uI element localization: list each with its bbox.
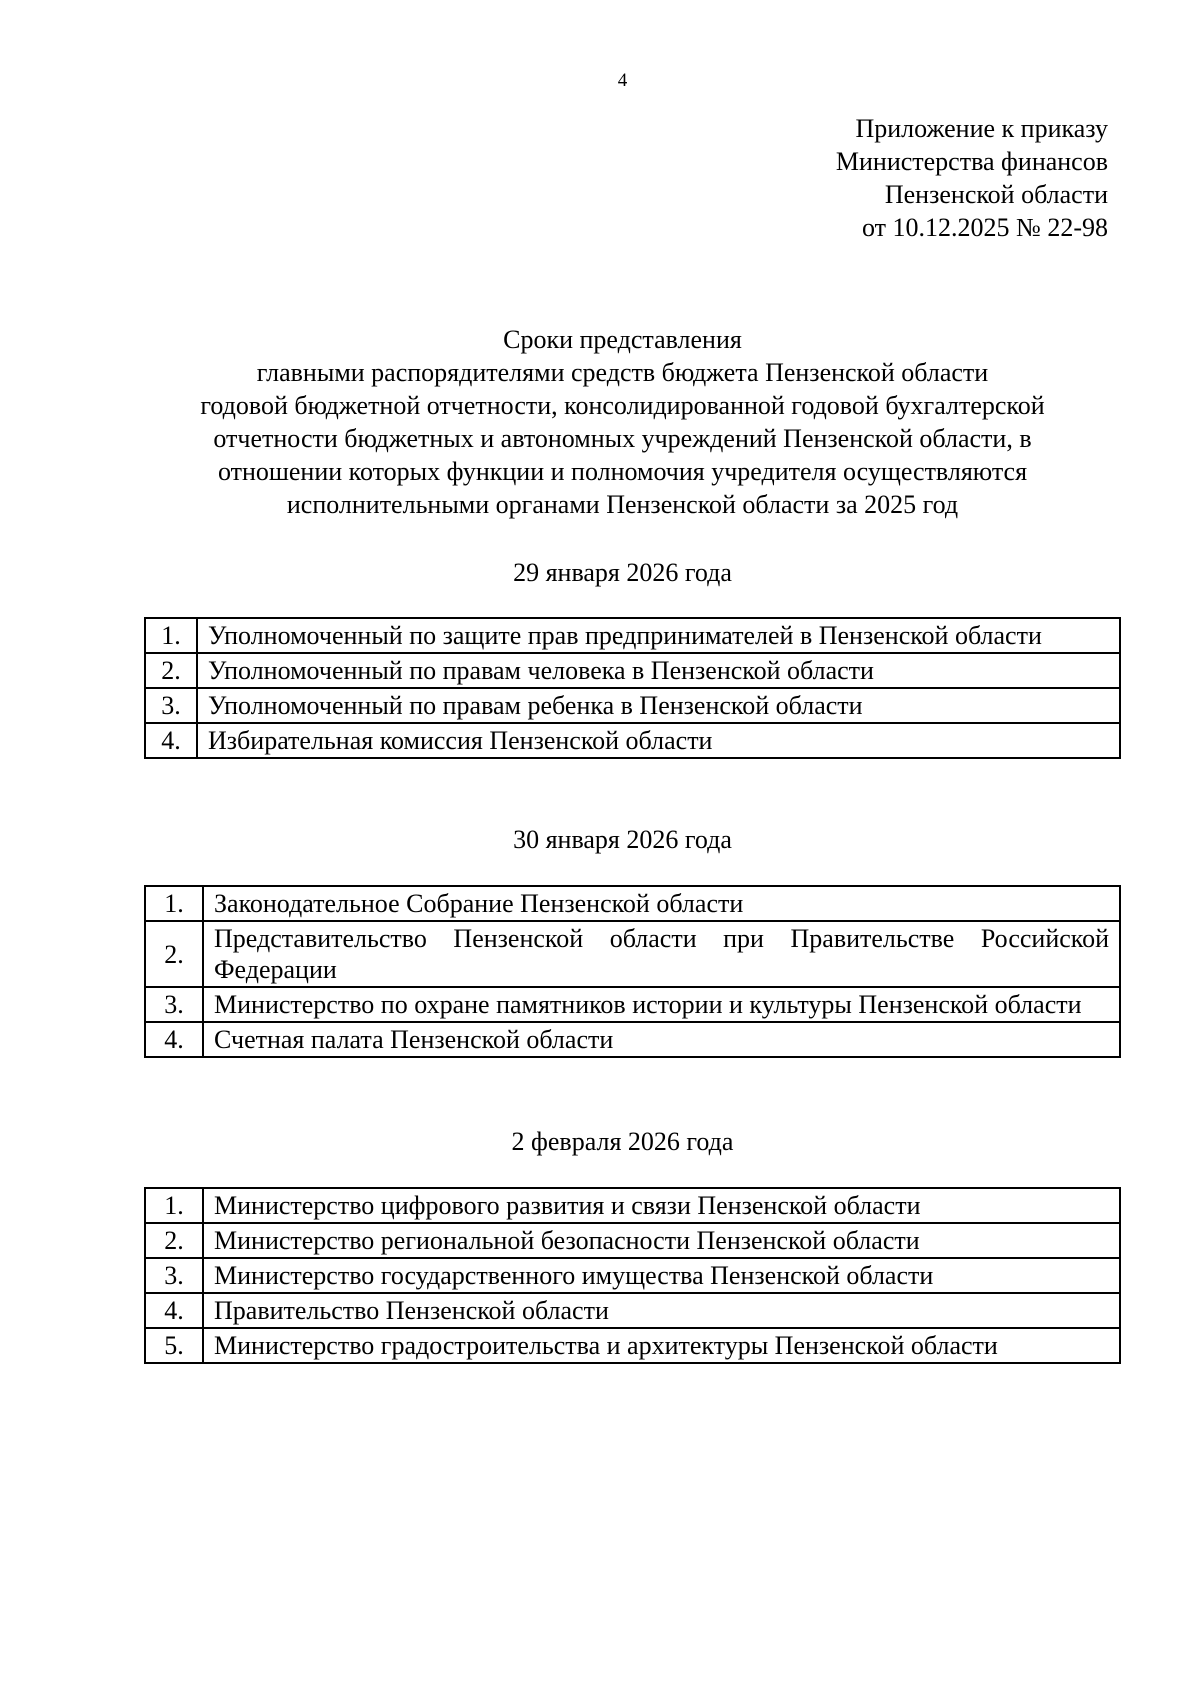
organization-name: Уполномоченный по правам человека в Пензенской области	[197, 653, 1120, 688]
organization-name: Министерство государственного имущества Пензенской области	[203, 1258, 1120, 1293]
appendix-date-number: от 10.12.2025 № 22-98	[862, 213, 1108, 242]
row-number: 1.	[145, 618, 197, 653]
table-row	[145, 921, 1120, 987]
organization-name: Министерство градостроительства и архитектуры Пензенской области	[203, 1328, 1120, 1363]
table-row	[145, 1022, 1120, 1057]
organization-name: Уполномоченный по защите прав предпринимателей в Пензенской области	[197, 618, 1120, 653]
row-number: 5.	[145, 1328, 203, 1363]
organization-name: Министерство цифрового развития и связи Пензенской области	[203, 1188, 1120, 1223]
table-row	[145, 653, 1120, 688]
organization-name: Уполномоченный по правам ребенка в Пензенской области	[197, 688, 1120, 723]
row-number: 3.	[145, 987, 203, 1022]
table-row	[145, 723, 1120, 758]
table-row	[145, 1188, 1120, 1223]
appendix-header	[548, 112, 1108, 244]
table-row	[145, 987, 1120, 1022]
deadline-date-heading: 2 февраля 2026 года	[511, 1127, 734, 1156]
organization-name: Министерство по охране памятников истории и культуры Пензенской области	[203, 987, 1120, 1022]
appendix-line: Министерства финансов	[835, 147, 1108, 176]
organization-name: Законодательное Собрание Пензенской области	[203, 886, 1120, 921]
table-row	[145, 886, 1120, 921]
title-line: главными распорядителями средств бюджета Пензенской области	[256, 358, 989, 387]
appendix-line: Пензенской области	[884, 180, 1108, 209]
title-line: Сроки представления	[503, 325, 742, 354]
table-row	[145, 1258, 1120, 1293]
table-row	[145, 618, 1120, 653]
row-number: 2.	[145, 921, 203, 987]
row-number: 2.	[145, 1223, 203, 1258]
deadline-table	[144, 885, 1121, 1058]
organization-name: Избирательная комиссия Пензенской области	[197, 723, 1120, 758]
deadline-date-heading: 29 января 2026 года	[513, 558, 732, 587]
organization-name: Счетная палата Пензенской области	[203, 1022, 1120, 1057]
table-row	[145, 1293, 1120, 1328]
table-row	[145, 688, 1120, 723]
deadline-table	[144, 1187, 1121, 1364]
title-line: исполнительными органами Пензенской области за 2025 год	[286, 490, 959, 519]
organization-name: Министерство региональной безопасности Пензенской области	[203, 1223, 1120, 1258]
page-number: 4	[617, 70, 628, 91]
row-number: 4.	[145, 1293, 203, 1328]
appendix-line: Приложение к приказу	[855, 114, 1108, 143]
title-line: отчетности бюджетных и автономных учреждений Пензенской области, в	[213, 424, 1032, 453]
table-row	[145, 1223, 1120, 1258]
document-title	[100, 323, 1145, 521]
table-row	[145, 1328, 1120, 1363]
row-number: 4.	[145, 723, 197, 758]
deadline-table	[144, 617, 1121, 759]
row-number: 3.	[145, 688, 197, 723]
organization-name: Представительство Пензенской области при Правительстве Российской Федерации	[203, 921, 1120, 987]
title-line: годовой бюджетной отчетности, консолидированной годовой бухгалтерской	[200, 391, 1045, 420]
title-line: отношении которых функции и полномочия учредителя осуществляются	[217, 457, 1028, 486]
row-number: 2.	[145, 653, 197, 688]
organization-name: Правительство Пензенской области	[203, 1293, 1120, 1328]
row-number: 1.	[145, 1188, 203, 1223]
deadline-date-heading: 30 января 2026 года	[513, 825, 732, 854]
row-number: 4.	[145, 1022, 203, 1057]
row-number: 3.	[145, 1258, 203, 1293]
row-number: 1.	[145, 886, 203, 921]
